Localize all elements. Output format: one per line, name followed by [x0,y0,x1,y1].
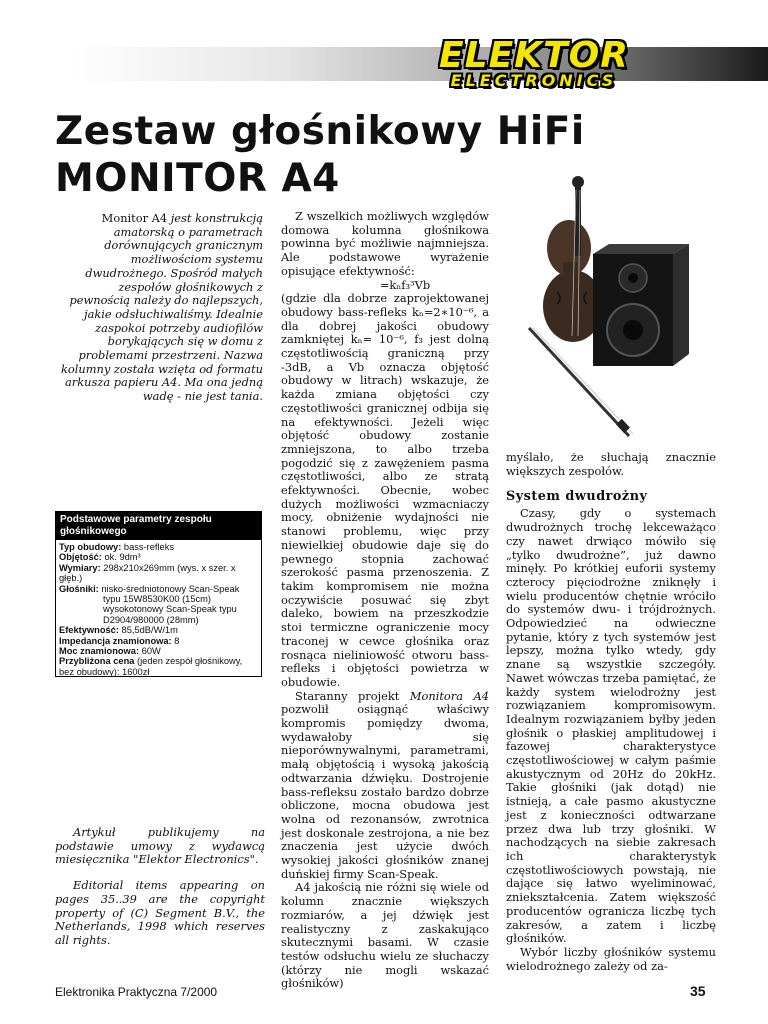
lead-paragraph [55,212,263,404]
logo-line-elektor: ELEKTOR [439,35,629,76]
section-heading-two-way: System dwudrożny [506,489,648,505]
note-english: Editorial items appearing on pages 35..39 are the copyright property of (C) Segment B.V., the Netherlands, 1998 which reserves all rights. [55,878,265,947]
speaker-cabinet-icon [593,244,689,366]
elektor-logo [408,35,660,92]
mid-paragraph-4: A4 jakością nie różni się wiele od kolumn znacznie większych rozmiarów, a jej dźwięk jest realistyczny z zaskakująco skutecznymi basami. W czasie testów odsłuchu wielu ze słuchaczy (którzy nie mogli wskazać głośników) [281,880,489,991]
spec-row-price: Przybliżona cena (jeden zespół głośnikowy, bez obudowy): 1600zł [59,656,243,677]
logo-line-electronics: ELECTRONICS [450,71,618,90]
right-paragraph-2: Wybór liczby głośników systemu wielodrożnego zależy od za- [506,944,716,973]
efficiency-formula: =kₙf₃³Vb [379,277,431,292]
lead-text: jest konstrukcją amatorską o parametrach dorównujących granicznym możliwościom systemu dwudrożnego. Spośród małych zespołów głośnikowych z pewnością należy do najlepszych, jakie odsłuchiwaliśmy. Idealnie zaspokoi potrzeby audiofilów borykających się w domu z problemami przestrzeni. Nazwa kolumny została wzięta od formatu arkusza papieru A4. Ma ona jedną wadę - nie jest tania. [60,211,263,404]
spec-row-enclosure: Typ obudowy: bass-refleks [59,542,175,552]
right-paragraph-0: myślało, że słuchają znacznie większych zespołów. [506,450,716,478]
title-line-2: MONITOR A4 [55,156,340,201]
footer-page-number: 35 [690,983,706,999]
right-paragraph-1: Czasy, gdy o systemach dwudrożnych trochę lekceważąco czy nawet drwiąco mówiło się „tylko dwudrożne”, już dawno minęły. Po krótkiej euforii systemy czterocy pięciodrożne zniknęły i wielu producentów chętnie wróciło do systemów dwu- i trójdrożnych. Odpowiedzieć na odwieczne pytanie, który z tych systemów jest lepszy, można tylko wtedy, gdy znane są wszystkie szczegóły. Nawet wówczas trzeba pamiętać, że każdy system wielodrożny jest rozwiązaniem kompromisowym. Idealnym rozwiązaniem byłby jeden głośnik o płaskiej amplitudowej i fazowej charakterystyce częstotliwościowej w całym paśmie akustycznym od 20Hz do 20kHz. Takie głośniki (jak dotąd) nie istnieją, a całe pasmo akustyczne jest z konieczności odtwarzane przez dwa lub trzy głośniki. W nachodzących na siebie zakresach ich charakterystyk częstotliwościowych powstają, nie dające się łatwo wyeliminować, zniekształcenia. Zatem większość producentów ogranicza liczbę tych zakresów, a zatem i liczbę głośników. [506,506,716,946]
mid-paragraph-1: Z wszelkich możliwych względów domowa kolumna głośnikowa powinna być możliwie najmniejsza. Ale podstawowe wyrażenie opisujące efektywność: [281,209,489,278]
spec-box [55,511,262,677]
spec-row-dimensions: Wymiary: 298x210x269mm (wys. x szer. x głęb.) [59,562,236,584]
note-polish: Artykuł publikujemy na podstawie umowy z wydawcą miesięcznika "Elektor Electronics". [55,825,265,867]
right-column [506,451,716,973]
speaker-violin-illustration [505,166,715,449]
spec-row-drivers: Głośniki: nisko-średniotonowy Scan-Speak typu 15W8530K00 (15cm) wysokotonowy Scan-Speak typu D2904/980000 (28mm) [59,583,240,625]
mid-paragraph-2: (gdzie dla dobrze zaprojektowanej obudowy bass-refleks kₙ=2∗10⁻⁶, a dla dobrej jakości obudowy zamkniętej kₙ= 10⁻⁶, f₃ jest dolną częstotliwością graniczną przy -3dB, a Vb oznacza objętość obudowy w litrach) wskazuje, że każda zmiana objętości czy częstotliwości granicznej odbija się na efektywności. Jeżeli więc objętość obudowy zostanie zmniejszona, to albo trzeba pogodzić się z zawężeniem pasma częstotliwości, albo ze stratą efektywności. Obecnie, wobec dużych możliwości wzmacniaczy mocy, obniżenie wydajności nie stanowi problemu, więc przy niewielkiej obudowie daje się do pewnego stopnia zachować szerokość pasma przenoszenia. Z takim kompromisem nie można oczywiście posuwać się zbyt daleko, bowiem na przeszkodzie stoi termiczne ograniczenie mocy traconej w cewce głośnika oraz rosnąca nieliniowość otworu bass-refleks i objętości powietrza w obudowie. [281,291,489,689]
spec-row-power: Moc znamionowa: 60W [59,646,161,657]
spec-row-impedance: Impedancja znamionowa: 8 [59,635,180,646]
spec-row-efficiency: Efektywność: 85,5dB/W/1m [59,625,178,636]
copyright-notes [55,826,265,960]
spec-row-volume: Objętość: ok. 9dm³ [59,552,141,563]
title-line-1: Zestaw głośnikowy HiFi [55,109,585,154]
speaker-violin-photo [505,166,715,449]
footer-publication: Elektronika Praktyczna 7/2000 [55,985,218,999]
lead-product-name: Monitor A4 [101,211,168,225]
middle-column [281,210,489,991]
spec-box-heading: Podstawowe parametry zespołu głośnikowego [56,512,261,540]
mid-paragraph-3: Staranny projekt Monitora A4 pozwolił osiągnąć właściwy kompromis pomiędzy dwoma, wydawałoby się nieporównywalnymi, parametrami, małą objętością i wysoką jakością odtwarzania dźwięku. Dostrojenie bass-refleksu zostało bardzo dobrze obliczone, mocna obudowa jest wolna od rezonansów, zwrotnica jest doskonale zestrojona, a nie bez znaczenia jest użycie dwóch wysokiej jakości głośników znanej duńskiej firmy Scan-Speak. [281,688,489,881]
spec-box-body [56,540,261,679]
